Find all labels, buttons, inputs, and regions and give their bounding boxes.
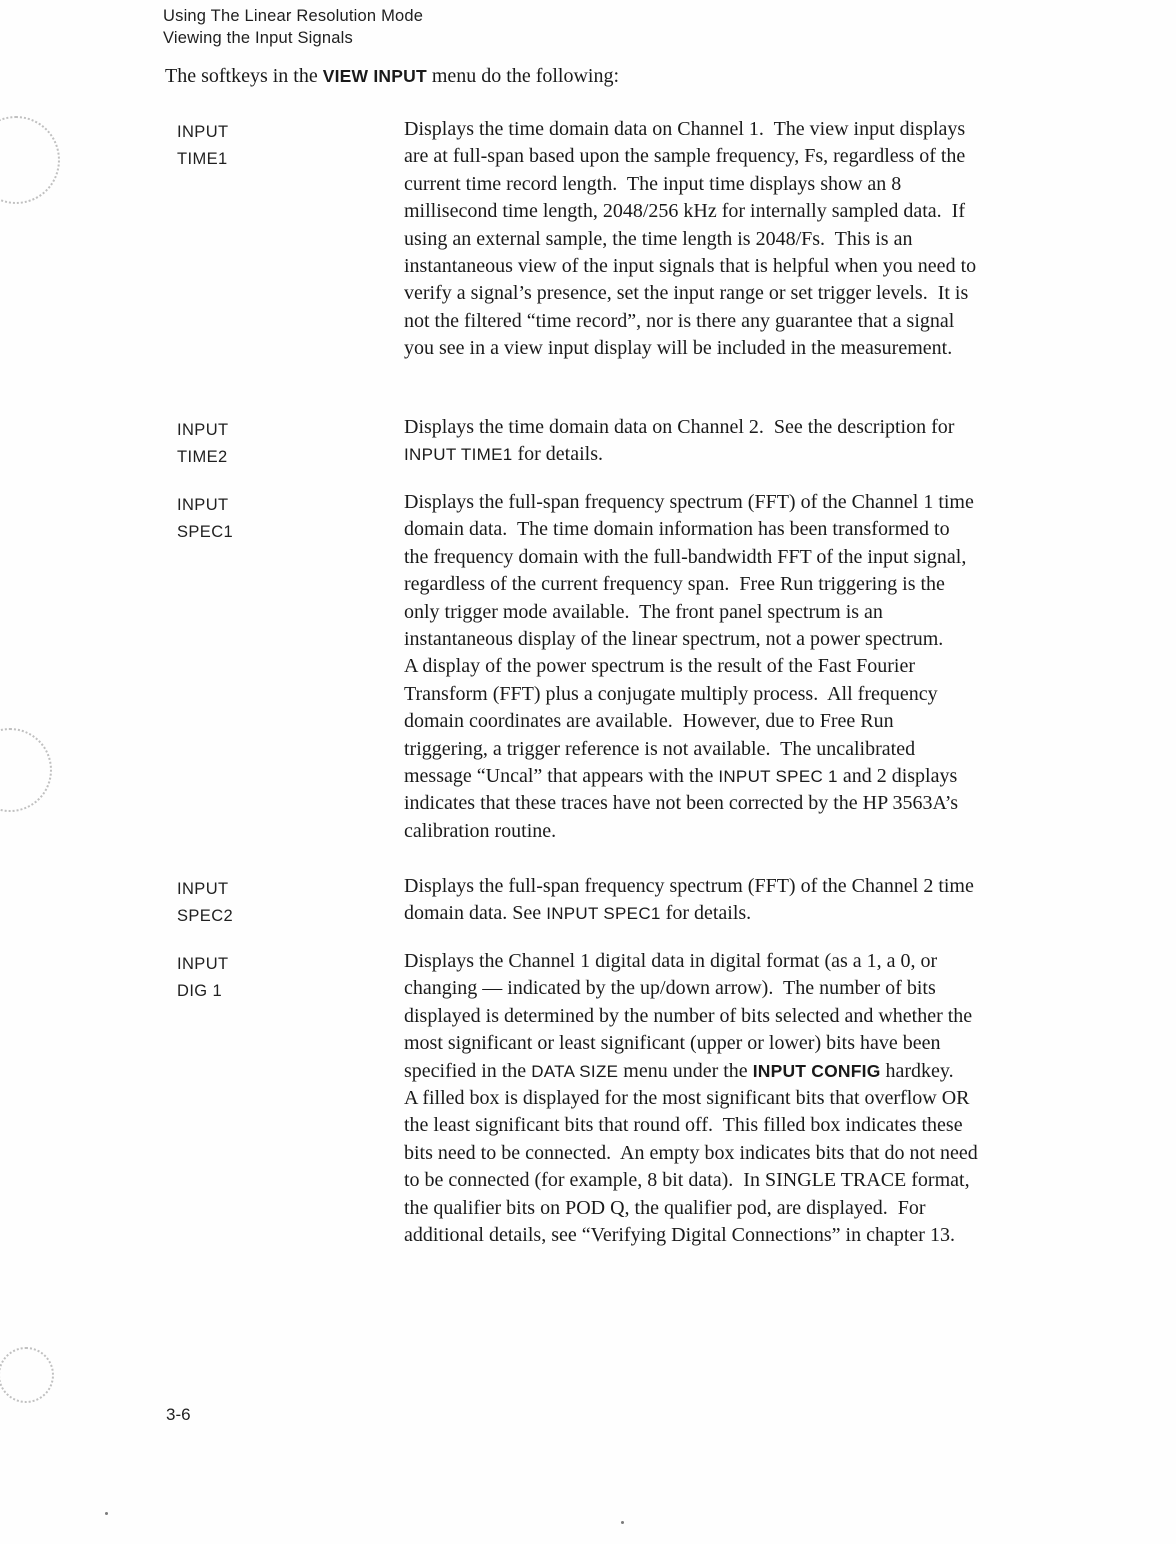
softkey-label-input-dig1 bbox=[177, 951, 229, 1006]
softkey-label-line: TIME1 bbox=[177, 150, 228, 169]
softkey-label-line: TIME2 bbox=[177, 448, 228, 467]
softkey-label-line: INPUT bbox=[177, 421, 229, 439]
page-header bbox=[163, 5, 423, 49]
softkey-label-line: SPEC2 bbox=[177, 907, 234, 926]
scan-hole-artifact bbox=[0, 1347, 54, 1403]
scan-hole-artifact bbox=[0, 116, 60, 204]
softkey-description-input-time1: Displays the time domain data on Channel 1. The view input displays are at full-span based upon the sample frequency, Fs, regardless of the current time record length. The input time displays show an 8 millisecond time length, 2048/256 kHz for internally sampled data. If using an external sample, the time length is 2048/Fs. This is an instantaneous view of the input signals that is helpful when you need to verify a signal’s presence, set the input range or set trigger levels. It is not the filtered “time record”, nor is there any guarantee that a signal you see in a view input display will be included in the measurement. bbox=[404, 118, 977, 360]
page-number: 3-6 bbox=[166, 1405, 191, 1424]
header-section-title: Viewing the Input Signals bbox=[163, 29, 353, 47]
softkey-label-line: INPUT bbox=[177, 123, 229, 141]
softkey-description-input-time2: Displays the time domain data on Channel 2. See the description for INPUT TIME1 for details. bbox=[404, 416, 955, 466]
softkey-description-input-dig1: Displays the Channel 1 digital data in digital format (as a 1, a 0, or changing — indicated by the up/down arrow). The number of bits displayed is determined by the number of bits selected and whether the most significant or least significant (upper or lower) bits have been specified in the DATA SIZE menu under the INPUT CONFIG hardkey. A filled box is displayed for the most significant bits that overflow OR the least significant bits that round off. This filled box indicates these bits need to be connected. An empty box indicates bits that do not need to be connected (for example, 8 bit data). In SINGLE TRACE format, the qualifier bits on POD Q, the qualifier pod, are displayed. For additional details, see “Verifying Digital Connections” in chapter 13. bbox=[404, 950, 978, 1247]
softkey-label-line: INPUT bbox=[177, 496, 229, 514]
softkey-label-input-time1 bbox=[177, 119, 229, 174]
softkey-label-input-spec1 bbox=[177, 492, 233, 547]
header-chapter-title: Using The Linear Resolution Mode bbox=[163, 7, 424, 25]
intro-text: The softkeys in the VIEW INPUT menu do the following: bbox=[165, 65, 620, 87]
softkey-label-line: INPUT bbox=[177, 955, 229, 973]
softkey-description-input-spec2: Displays the full-span frequency spectrum (FFT) of the Channel 2 time domain data. See INPUT SPEC1 for details. bbox=[404, 875, 974, 925]
scan-hole-artifact bbox=[0, 728, 52, 812]
softkey-label-input-spec2 bbox=[177, 876, 233, 931]
softkey-label-input-time2 bbox=[177, 417, 229, 472]
softkey-description-input-spec1: Displays the full-span frequency spectrum (FFT) of the Channel 1 time domain data. The time domain information has been transformed to the frequency domain with the full-bandwidth FFT of the input signal, regardless of the current frequency span. Free Run triggering is the only trigger mode available. The front panel spectrum is an instantaneous display of the linear spectrum, not a power spectrum. A display of the power spectrum is the result of the Fast Fourier Transform (FFT) plus a conjugate multiply process. All frequency domain coordinates are available. However, due to Free Run triggering, a trigger reference is not available. The uncalibrated message “Uncal” that appears with the INPUT SPEC 1 and 2 displays indicates that these traces have not been corrected by the HP 3563A’s calibration routine. bbox=[404, 491, 974, 842]
scan-speck-artifact bbox=[621, 1521, 624, 1524]
softkey-label-line: DIG 1 bbox=[177, 982, 223, 1001]
softkey-label-line: INPUT bbox=[177, 880, 229, 898]
softkey-label-line: SPEC1 bbox=[177, 523, 234, 542]
scan-speck-artifact bbox=[105, 1512, 108, 1515]
